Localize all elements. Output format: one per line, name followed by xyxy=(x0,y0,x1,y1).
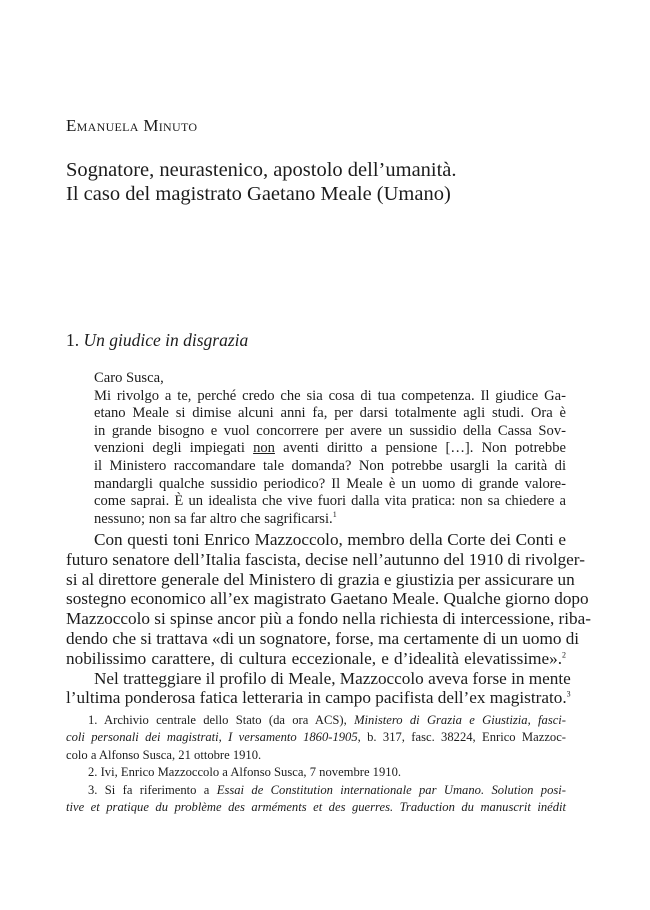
section-number: 1. xyxy=(66,330,80,350)
section-heading xyxy=(66,330,248,351)
body-line: si al direttore generale del Ministero di grazia e giustizia per assicurare un xyxy=(66,569,575,589)
footnote-italic: Essai de Constitution internationale par Umano. Solution posi- xyxy=(216,782,566,797)
footnote-ref: 3 xyxy=(566,689,571,699)
footnote-1-cont xyxy=(66,729,566,746)
quote-line-part: aventi diritto a pensione […]. Non potrebbe xyxy=(283,440,566,457)
footnote-ref: 2 xyxy=(562,650,566,660)
footnote-1-end: colo a Alfonso Susca, 21 ottobre 1910. xyxy=(66,747,262,762)
quote-line: come saprai. È un idealista che vive fuori dalla vita pratica: non sa chiedere a xyxy=(94,493,566,510)
quote-line xyxy=(94,511,566,529)
block-quote xyxy=(94,370,566,528)
section-title: Un giudice in disgrazia xyxy=(83,330,249,350)
quote-line: etano Meale si dimise alcuni anni fa, per darsi totalmente agli studi. Ora è xyxy=(94,405,566,422)
body-paragraphs xyxy=(66,530,591,708)
footnote-text: 1. Archivio centrale dello Stato (da ora ACS), xyxy=(88,713,347,727)
body-line xyxy=(66,649,566,669)
footnote-text: 3. Si fa riferimento a xyxy=(88,782,210,797)
footnote-italic: coli personali dei magistrati, I versamento 1860-1905 xyxy=(66,730,358,745)
body-line: futuro senatore dell’Italia fascista, decise nell’autunno del 1910 di rivolger- xyxy=(66,549,585,569)
footnote-2: 2. Ivi, Enrico Mazzoccolo a Alfonso Susca, 7 novembre 1910. xyxy=(88,765,402,780)
quote-line-part: nessuno; non sa far altro che sagrificarsi. xyxy=(94,510,333,527)
footnote-3 xyxy=(66,782,566,799)
quote-line: il Ministero raccomandare tale domanda? Non potrebbe usargli la carità di xyxy=(94,457,566,474)
footnote-text: , b. 317, fasc. 38224, Enrico Mazzoc- xyxy=(357,730,566,745)
footnote-italic: Ministero di Grazia e Giustizia, fasci- xyxy=(354,713,566,727)
footnotes xyxy=(66,712,566,816)
underlined-word: non xyxy=(253,440,275,457)
quote-line xyxy=(94,440,566,458)
title-line-2: Il caso del magistrato Gaetano Meale (Umano) xyxy=(66,183,451,205)
quote-salutation: Caro Susca, xyxy=(94,370,164,386)
title-line-1: Sognatore, neurastenico, apostolo dell’umanità. xyxy=(66,159,457,181)
author-name: Emanuela Minuto xyxy=(66,116,198,135)
footnote-1 xyxy=(66,712,566,729)
body-line-part: l’ultima ponderosa fatica letteraria in campo pacifista dell’ex magistrato. xyxy=(66,688,567,708)
quote-line: Mi rivolgo a te, perché credo che sia cosa di tua competenza. Il giudice Ga- xyxy=(94,387,566,404)
quote-line-part: venzioni degli impiegati xyxy=(94,440,245,457)
body-line: dendo che si trattava «di un sognatore, forse, ma certamente di un uomo di xyxy=(66,628,580,648)
footnote-italic: tive et pratique du problème des arméments et des guerres. Traduction du manuscrit inédit xyxy=(66,800,566,815)
quote-line: in grande bisogno e vuol concorrere per avere un sussidio della Cassa Sov- xyxy=(94,422,566,439)
body-line: Nel tratteggiare il profilo di Meale, Mazzoccolo aveva forse in mente xyxy=(94,668,571,688)
article-title xyxy=(66,158,586,206)
quote-line: mandargli qualche sussidio periodico? Il Meale è un uomo di grande valore- xyxy=(94,475,566,492)
footnote-ref: 1 xyxy=(332,509,337,519)
body-line: Con questi toni Enrico Mazzoccolo, membro della Corte dei Conti e xyxy=(94,530,566,549)
body-line: Mazzoccolo si spinse ancor più a fondo nella richiesta di intercessione, riba- xyxy=(66,609,591,629)
body-line xyxy=(66,688,571,708)
footnote-3-cont xyxy=(66,799,566,816)
body-line-part: nobilissimo carattere, di cultura eccezionale, e d’idealità elevatissime». xyxy=(66,648,562,668)
body-line: sostegno economico all’ex magistrato Gaetano Meale. Qualche giorno dopo xyxy=(66,589,589,609)
